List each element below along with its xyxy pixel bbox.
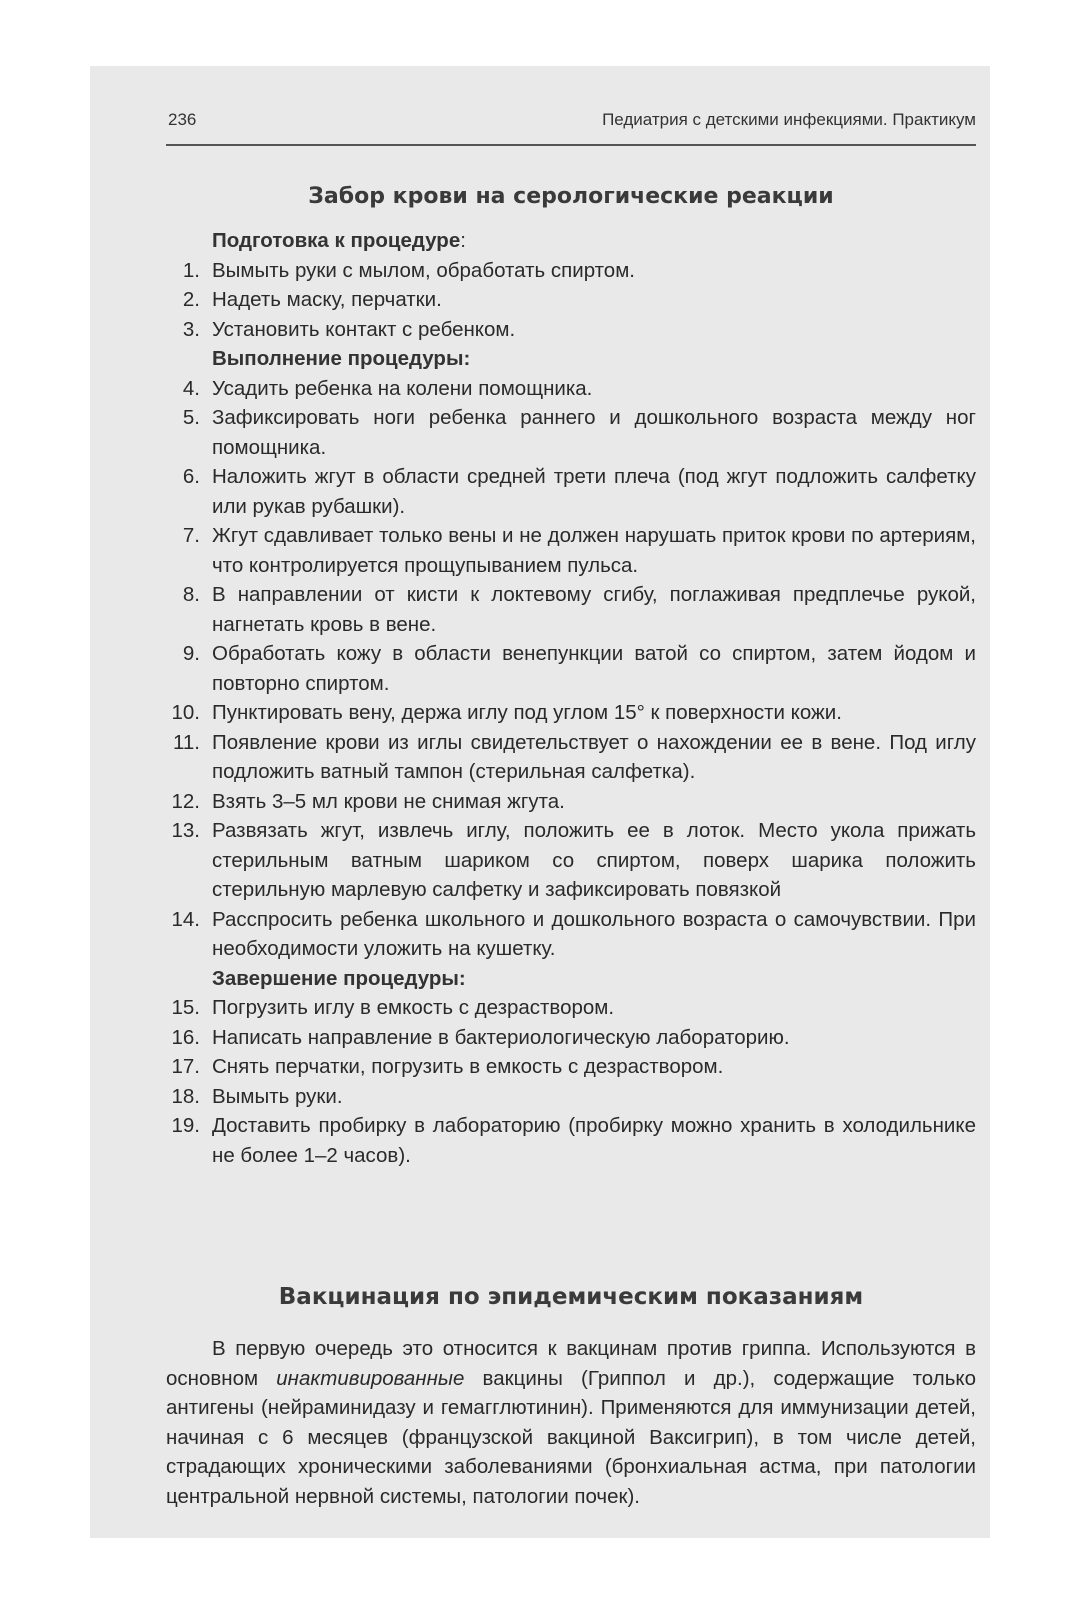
- list-item: [166, 816, 976, 905]
- step-text: Взять 3–5 мл крови не снимая жгута.: [212, 789, 565, 813]
- step-number: 13.: [171, 819, 200, 842]
- header-rule: [166, 144, 976, 146]
- step-number: 8.: [182, 583, 200, 606]
- list-item: [166, 1082, 976, 1112]
- subheading-preparation: [166, 226, 976, 256]
- section-title-vaccination: Вакцинация по эпидемическим показаниям: [278, 1284, 864, 1310]
- list-item: [166, 787, 976, 817]
- list-item: [166, 639, 976, 698]
- step-number: 19.: [171, 1114, 200, 1137]
- list-item: [166, 905, 976, 964]
- section-title-blood-sampling: Забор крови на серологические реакции: [308, 184, 834, 209]
- step-text: Появление крови из иглы свидетельствует о нахождении ее в вене. Под иглу подложить ватный тампон (стерильная салфетка).: [212, 730, 976, 783]
- step-number: 17.: [171, 1055, 200, 1078]
- step-number: 14.: [171, 907, 200, 931]
- list-item: [166, 993, 976, 1023]
- step-number: 1.: [182, 258, 200, 282]
- list-item: [166, 462, 976, 521]
- step-number: 9.: [182, 642, 200, 665]
- subheading-preparation-text: Подготовка к процедуре: [212, 229, 461, 252]
- list-item: [166, 1052, 976, 1082]
- list-item: [166, 1111, 976, 1170]
- list-item: [166, 521, 976, 580]
- step-number: 4.: [182, 376, 200, 400]
- subheading-execution: Выполнение процедуры:: [212, 347, 471, 370]
- list-item: [166, 1023, 976, 1053]
- page-number: 236: [168, 110, 197, 129]
- step-text: Доставить пробирку в лабораторию (пробирку можно хранить в холодильнике не более 1–2 часов).: [212, 1114, 976, 1167]
- running-header: [166, 110, 976, 136]
- step-text: В направлении от кисти к локтевому сгибу, поглаживая предплечье рукой, нагнетать кровь в вене.: [212, 583, 976, 636]
- paragraph-text-part1: В первую очередь это относится к вакцинам против гриппа. Используются в основном: [166, 1337, 976, 1390]
- step-text: Усадить ребенка на колени помощника.: [212, 376, 593, 400]
- procedure-steps: [166, 226, 976, 1170]
- step-text: Вымыть руки с мылом, обработать спиртом.: [212, 258, 636, 282]
- list-item: [166, 285, 976, 315]
- step-text: Написать направление в бактериологическую лабораторию.: [212, 1025, 790, 1049]
- step-text: Жгут сдавливает только вены и не должен нарушать приток крови по артериям, что контролируется прощупыванием пульса.: [212, 524, 976, 577]
- step-number: 16.: [171, 1025, 200, 1049]
- step-text: Обработать кожу в области венепункции ватой со спиртом, затем йодом и повторно спиртом.: [212, 642, 976, 695]
- step-text: Надеть маску, перчатки.: [212, 288, 442, 311]
- list-item: [166, 315, 976, 345]
- step-text: Снять перчатки, погрузить в емкость с дезраствором.: [212, 1055, 724, 1078]
- step-text: Вымыть руки.: [212, 1084, 343, 1108]
- list-item: [166, 580, 976, 639]
- vaccination-paragraph: [166, 1334, 976, 1511]
- running-header-title: Педиатрия с детскими инфекциями. Практикум: [602, 110, 976, 129]
- step-text: Погрузить иглу в емкость с дезраствором.: [212, 996, 615, 1019]
- step-number: 11.: [173, 730, 200, 754]
- step-text: Наложить жгут в области средней трети плеча (под жгут подложить салфетку или рукав рубашки).: [212, 465, 976, 518]
- step-number: 12.: [171, 789, 200, 813]
- step-number: 7.: [182, 524, 200, 547]
- subheading-preparation-colon: :: [460, 229, 466, 252]
- step-number: 15.: [171, 996, 200, 1019]
- step-number: 10.: [171, 701, 200, 724]
- step-number: 18.: [171, 1084, 200, 1108]
- step-text: Установить контакт с ребенком.: [212, 317, 516, 341]
- list-item: [166, 698, 976, 728]
- step-number: 3.: [182, 317, 200, 341]
- paragraph-text-part2: вакцины (Гриппол и др.), содержащие только антигены (нейраминидазу и гемагглютинин). Применяются для иммунизации детей, начиная с 6 месяцев (французской вакциной Ваксигрип), в том числе детей, страдающих хроническими заболеваниями (бронхиальная астма, при патологии центральной нервной системы, патологии почек).: [166, 1366, 976, 1508]
- step-text: Пунктировать вену, держа иглу под углом 15° к поверхности кожи.: [212, 701, 842, 724]
- step-number: 2.: [182, 288, 200, 311]
- step-text: Расспросить ребенка школьного и дошкольного возраста о самочувствии. При необходимости уложить на кушетку.: [212, 907, 976, 960]
- subheading-completion: Завершение процедуры:: [212, 966, 466, 990]
- step-text: Развязать жгут, извлечь иглу, положить ее в лоток. Место укола прижать стерильным ватным шариком со спиртом, поверх шарика положить стерильную марлевую салфетку и зафиксировать повязкой: [212, 819, 976, 901]
- list-item: [166, 403, 976, 462]
- step-number: 6.: [182, 465, 200, 488]
- list-item: [166, 728, 976, 787]
- book-page: [90, 66, 990, 1538]
- paragraph-italic-term: инактивированные: [276, 1366, 465, 1390]
- step-number: 5.: [182, 406, 200, 429]
- list-item: [166, 256, 976, 286]
- list-item: [166, 374, 976, 404]
- step-text: Зафиксировать ноги ребенка раннего и дошкольного возраста между ног помощника.: [212, 406, 976, 459]
